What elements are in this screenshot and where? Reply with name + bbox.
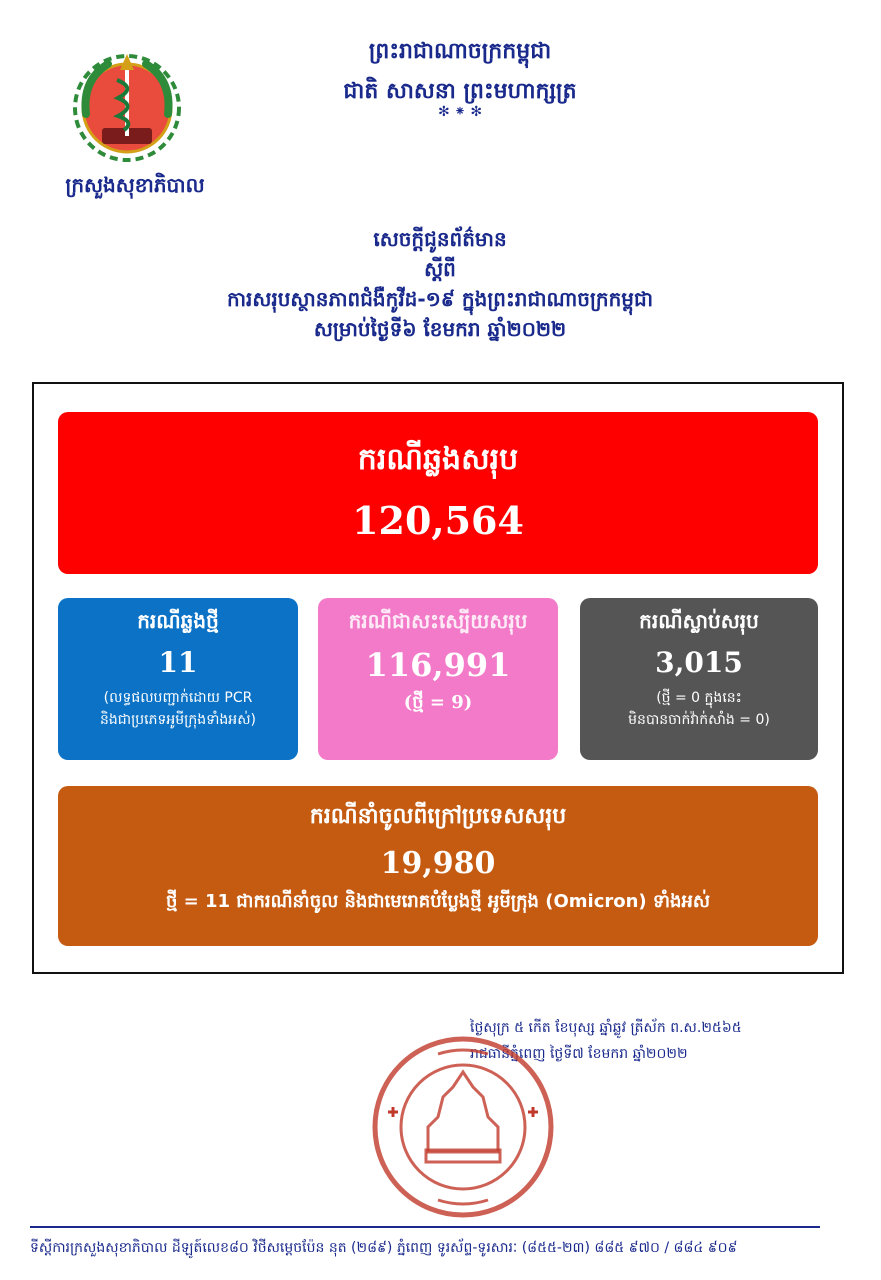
lunar-date: ថ្ងៃសុក្រ ៥ កើត ខែបុស្ស ឆ្នាំឆ្លូវ ត្រីស័ក ព.ស.២៥៦៥ <box>470 1020 742 1036</box>
deaths-note <box>580 687 818 731</box>
deaths-label: ករណីស្លាប់សរុប <box>639 609 759 633</box>
ornament-divider: ✻ ⁕ ✻ <box>437 104 483 120</box>
kingdom-line: ព្រះរាជាណាចក្រកម្ពុជា <box>368 39 552 64</box>
total-cases-card <box>58 412 818 574</box>
kingdom-header <box>250 32 670 112</box>
title-line-3: ការសរុបស្ថានភាពជំងឺកូវីដ-១៩ ក្នុងព្រះរាជាណាចក្រកម្ពុជា <box>226 287 654 311</box>
ministry-name: ក្រសួងសុខាភិបាល <box>65 173 205 197</box>
solar-date: រាជធានីភ្នំពេញ ថ្ងៃទី៧ ខែមករា ឆ្នាំ២០២២ <box>470 1046 688 1062</box>
new-cases-note <box>58 687 298 731</box>
ministry-logo-icon <box>62 40 192 170</box>
recovered-label: ករណីជាសះស្បើយសរុប <box>348 609 528 633</box>
deaths-card <box>580 598 818 760</box>
press-release-title <box>100 224 780 344</box>
footer-divider <box>30 1226 820 1228</box>
new-cases-note-line1: (លទ្ធផលបញ្ជាក់ដោយ PCR <box>103 690 253 706</box>
new-cases-card <box>58 598 298 760</box>
recovered-value: 116,991 <box>365 646 511 684</box>
title-line-1: សេចក្តីជូនព័ត៌មាន <box>373 227 507 251</box>
imported-cases-value: 19,980 <box>380 846 496 881</box>
imported-cases-note: ថ្មី = 11 ជាករណីនាំចូល និងជាមេរោគបំប្លែងថ្មី អូមីក្រុង (Omicron) ទាំងអស់ <box>165 891 711 912</box>
new-cases-value: 11 <box>158 646 198 679</box>
recovered-note: (ថ្មី = 9) <box>403 692 473 713</box>
recovered-card <box>318 598 558 760</box>
deaths-note-line1: (ថ្មី = 0 ក្នុងនេះ <box>656 690 742 706</box>
title-line-4: សម្រាប់ថ្ងៃទី៦ ខែមករា ឆ្នាំ២០២២ <box>313 317 567 341</box>
deaths-value: 3,015 <box>655 646 743 679</box>
imported-cases-label: ករណីនាំចូលពីក្រៅប្រទេសសរុប <box>309 804 567 829</box>
deaths-note-line2: មិនបានចាក់វ៉ាក់សាំង = 0) <box>628 712 770 728</box>
footer-address: ទីស្តីការក្រសួងសុខាភិបាល ដីឡូត៍លេខ៨០ វិថីសម្តេចប៉ែន នុត (២៨៩) ភ្នំពេញ ទូរស័ព្ទ-ទូរសារៈ (៨៥៥-២៣) ៨៨៥ ៩៧០ / ៨៨៤ ៩០៩ <box>30 1240 738 1256</box>
new-cases-label: ករណីឆ្លងថ្មី <box>137 609 219 633</box>
official-seal-icon <box>368 1032 558 1222</box>
title-line-2: ស្តីពី <box>424 257 456 281</box>
stats-frame <box>32 382 844 974</box>
motto-line: ជាតិ សាសនា ព្រះមហាក្សត្រ <box>343 79 577 104</box>
total-cases-value: 120,564 <box>352 498 524 543</box>
total-cases-label: ករណីឆ្លងសរុប <box>357 442 519 477</box>
new-cases-note-line2: និងជាប្រភេទអូមីក្រុងទាំងអស់) <box>100 712 256 728</box>
imported-cases-card <box>58 786 818 946</box>
